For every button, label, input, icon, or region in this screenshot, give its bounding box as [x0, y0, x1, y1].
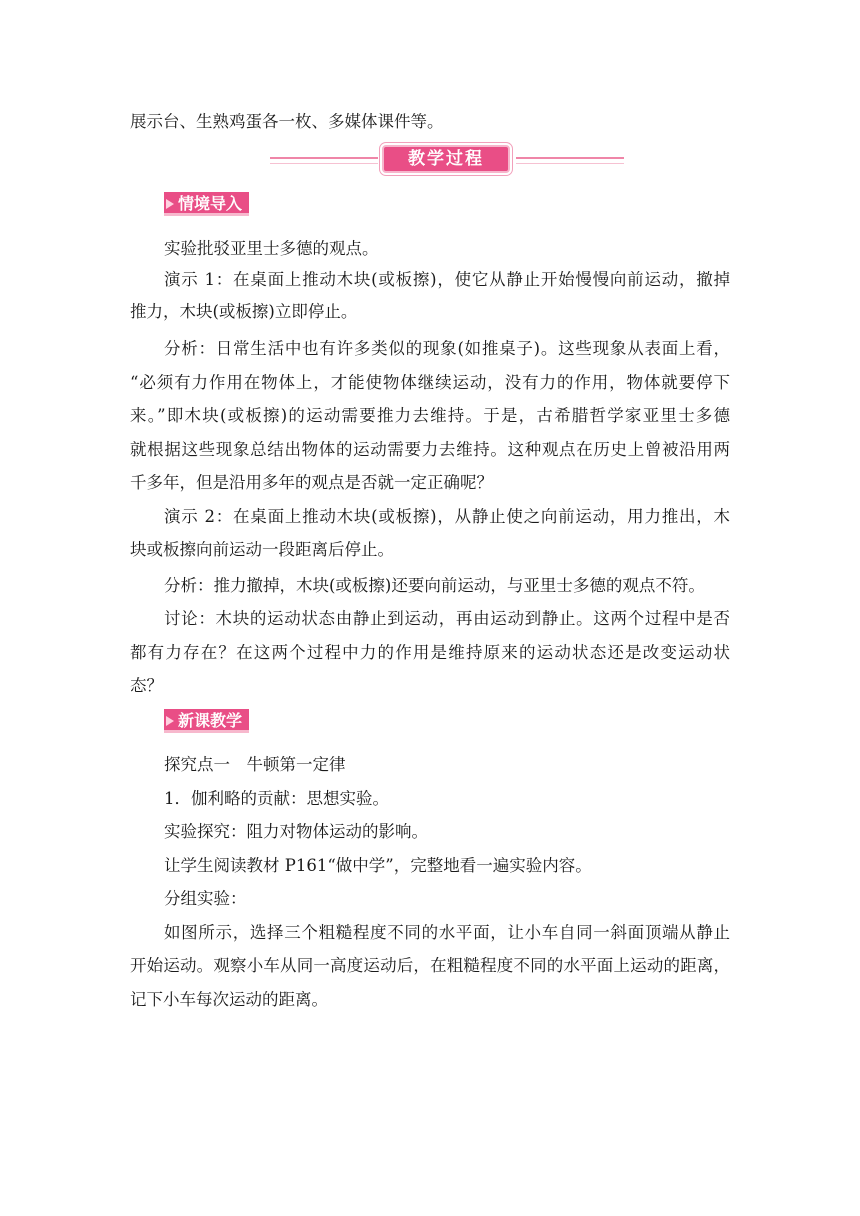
demo1-line-2: 推力，木块(或板擦)立即停止。	[130, 302, 358, 321]
section-tag-scenario	[164, 192, 249, 216]
analysis1-line-2: “必须有力作用在物体上，才能使物体继续运动，没有力的作用，物体就要停下	[130, 373, 730, 392]
section-tag-new-lesson	[164, 709, 249, 733]
galileo-item: 1．伽利略的贡献：思想实验。	[164, 789, 389, 808]
analysis1-line-3: 来。”即木块(或板擦)的运动需要推力去维持。于是，古希腊哲学家亚里士多德	[130, 406, 730, 425]
experiment-line: 实验探究：阻力对物体运动的影响。	[164, 822, 428, 841]
analysis1-line-5: 千多年，但是沿用多年的观点是否就一定正确呢？	[130, 473, 493, 492]
banner-rule-right	[516, 157, 624, 159]
analysis1-line-1: 分析：日常生活中也有许多类似的现象(如推桌子)。这些现象从表面上看，	[164, 339, 730, 358]
demo2-line-2: 块或板擦向前运动一段距离后停止。	[130, 540, 394, 559]
analysis1-line-4: 就根据这些现象总结出物体的运动需要力去维持。这种观点在历史上曾被沿用两	[130, 440, 730, 459]
banner-rule-right-thin	[516, 163, 624, 164]
inquiry-point-title: 探究点一 牛顿第一定律	[164, 755, 346, 774]
section-tag-label: 情境导入	[178, 194, 243, 213]
desc-line-3: 记下小车每次运动的距离。	[130, 990, 328, 1009]
materials-line: 展示台、生熟鸡蛋各一枚、多媒体课件等。	[130, 112, 444, 131]
group-experiment-label: 分组实验：	[164, 889, 247, 908]
discussion-line-1: 讨论：木块的运动状态由静止到运动，再由运动到静止。这两个过程中是否	[164, 609, 730, 628]
banner-rule-left-thin	[270, 163, 378, 164]
banner-rule-left	[270, 157, 378, 159]
analysis2-line: 分析：推力撤掉，木块(或板擦)还要向前运动，与亚里士多德的观点不符。	[164, 576, 705, 595]
tag-arrow-icon	[166, 199, 174, 209]
demo2-line-1-text: 演示 2：在桌面上推动木块(或板擦)，从静止使之向前运动，用力推出，木	[164, 507, 730, 526]
demo1-line-1: 演示 1：在桌面上推动木块(或板擦)，使它从静止开始慢慢向前运动，撤掉	[164, 270, 730, 289]
discussion-line-3: 态？	[130, 676, 163, 695]
discussion-line-2: 都有力存在？在这两个过程中力的作用是维持原来的运动状态还是改变运动状	[130, 643, 730, 662]
section-tag-label: 新课教学	[178, 711, 243, 730]
desc-line-1: 如图所示，选择三个粗糙程度不同的水平面，让小车自同一斜面顶端从静止	[164, 923, 730, 942]
desc-line-2: 开始运动。观察小车从同一高度运动后，在粗糙程度不同的水平面上运动的距离，	[130, 956, 730, 975]
tag-arrow-icon	[166, 716, 174, 726]
intro-line: 实验批驳亚里士多德的观点。	[164, 239, 379, 258]
reading-line: 让学生阅读教材 P161“做中学”，完整地看一遍实验内容。	[164, 856, 592, 875]
section-banner: 教学过程	[382, 145, 510, 173]
